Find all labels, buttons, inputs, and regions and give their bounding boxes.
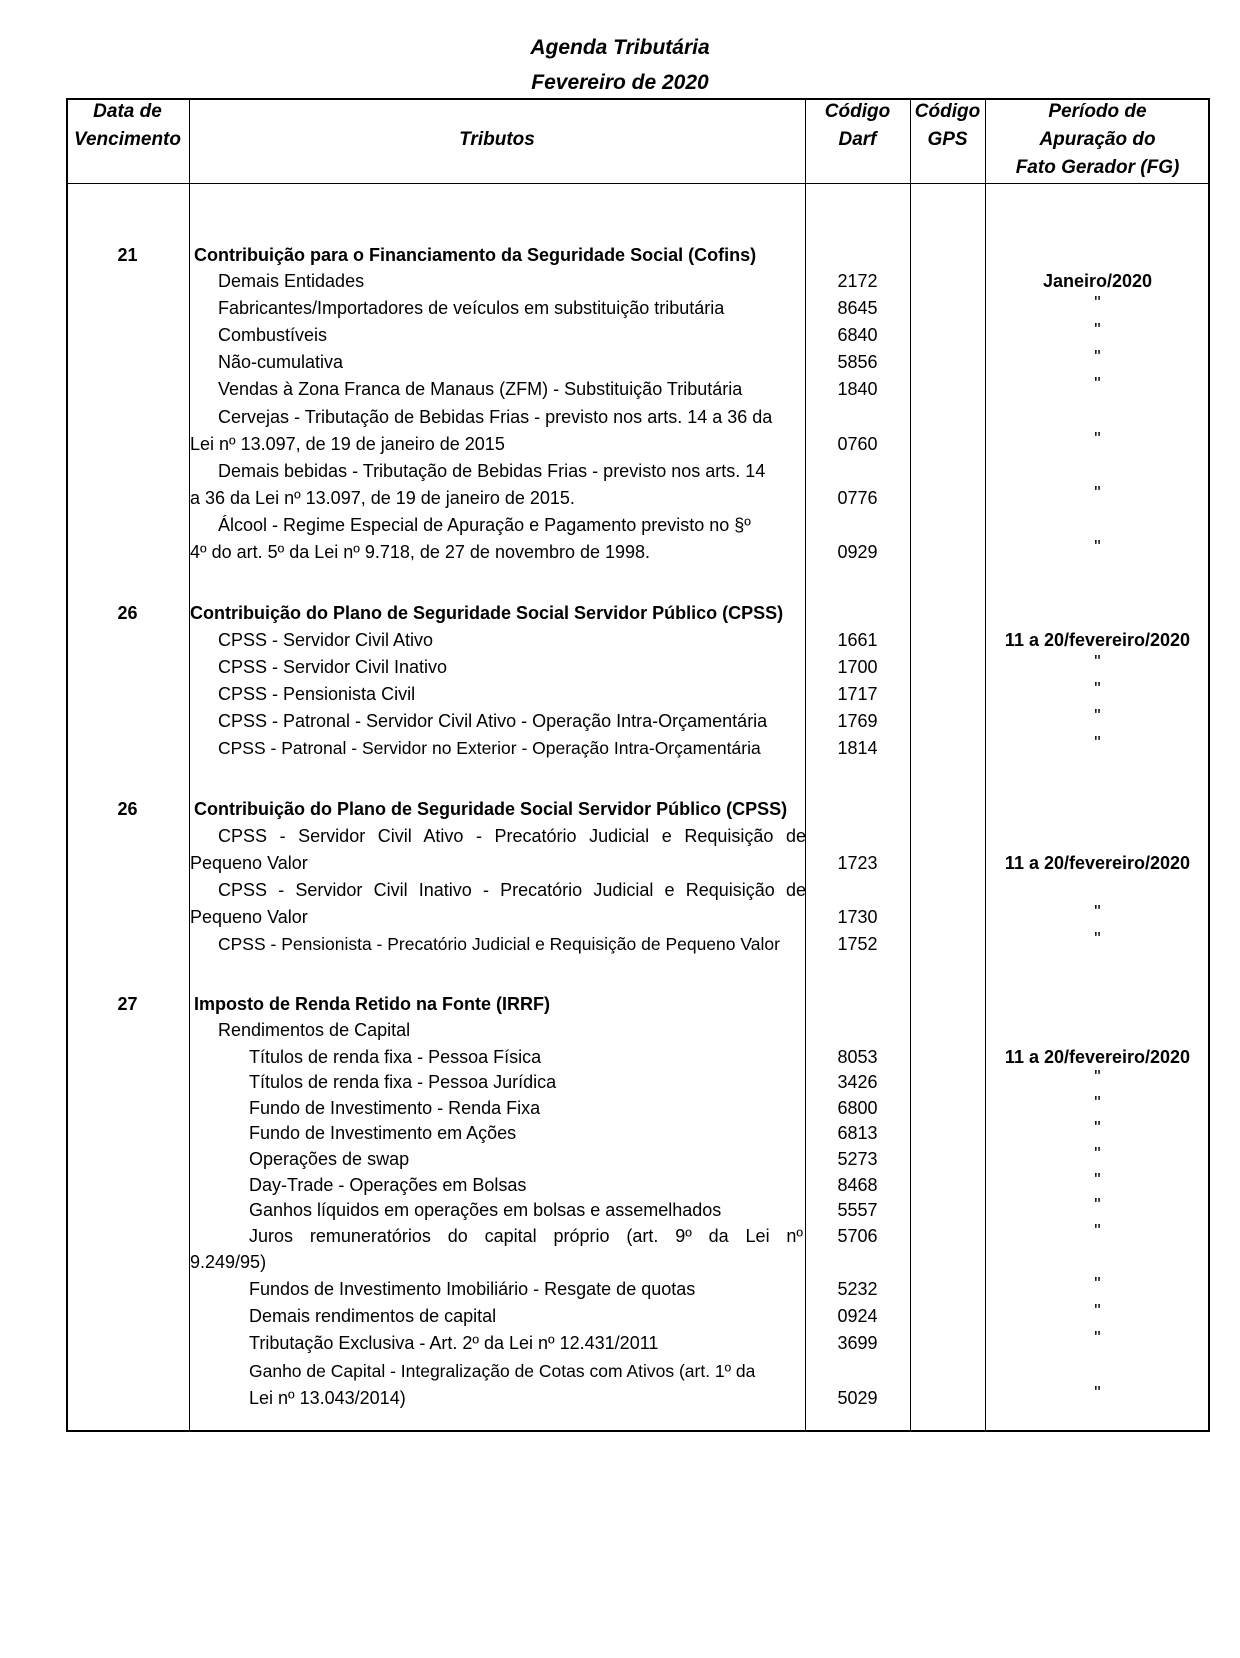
tax-item-continuation: Lei nº 13.043/2014): [249, 1388, 406, 1408]
period-ditto: ": [1094, 706, 1101, 726]
period-ditto: ": [1094, 347, 1101, 367]
header-periodo-apuracao: Período de Apuração do Fato Gerador (FG): [1015, 101, 1180, 178]
darf-code: 6813: [837, 1123, 878, 1143]
darf-code: 1723: [837, 853, 878, 873]
darf-code: 0760: [837, 434, 878, 454]
header-data-vencimento: Data de Vencimento: [74, 101, 181, 150]
darf-code: 1730: [837, 907, 878, 927]
tax-item: CPSS - Servidor Civil Inativo: [218, 657, 448, 677]
tax-item: Títulos de renda fixa - Pessoa Jurídica: [249, 1072, 557, 1092]
darf-code: 3426: [837, 1072, 878, 1092]
tax-item: CPSS - Pensionista Civil: [218, 684, 416, 704]
darf-code: 6800: [837, 1098, 878, 1118]
tax-item: Day-Trade - Operações em Bolsas: [249, 1175, 527, 1195]
tax-item: CPSS - Patronal - Servidor Civil Ativo - Operação Intra-Orçamentária: [218, 711, 768, 731]
period-ditto: ": [1094, 929, 1101, 949]
period-ditto: ": [1094, 733, 1101, 753]
period: Janeiro/2020: [1042, 271, 1153, 291]
darf-code: 1700: [837, 657, 878, 677]
tax-item: Tributação Exclusiva - Art. 2º da Lei nº 12.431/2011: [249, 1333, 659, 1353]
tax-item: Operações de swap: [249, 1149, 410, 1169]
darf-code: 3699: [837, 1333, 878, 1353]
darf-code: 1814: [837, 738, 878, 758]
darf-code: 1769: [837, 711, 878, 731]
header-codigo-gps: Código GPS: [914, 101, 981, 150]
tax-item: CPSS - Servidor Civil Ativo - Precatório Judicial e Requisição de: [218, 826, 806, 846]
period-ditto: ": [1094, 1328, 1101, 1348]
tax-item: Combustíveis: [218, 325, 328, 345]
period-ditto: ": [1094, 320, 1101, 340]
period-ditto: ": [1094, 1170, 1101, 1190]
period-ditto: ": [1094, 537, 1101, 557]
darf-code: 5232: [837, 1279, 878, 1299]
due-date: 26: [117, 603, 138, 623]
tax-item-continuation: Pequeno Valor: [190, 853, 308, 873]
due-date: 27: [117, 994, 138, 1014]
tax-item-continuation: 9.249/95): [190, 1252, 267, 1272]
section-title: Contribuição do Plano de Seguridade Social Servidor Público (CPSS): [194, 799, 788, 819]
period-ditto: ": [1094, 679, 1101, 699]
tax-subgroup: Rendimentos de Capital: [218, 1020, 411, 1040]
section-title: Contribuição para o Financiamento da Seguridade Social (Cofins): [194, 245, 757, 265]
tax-item: Demais Entidades: [218, 271, 365, 291]
document-subtitle: Fevereiro de 2020: [531, 71, 709, 94]
tax-item: Títulos de renda fixa - Pessoa Física: [249, 1047, 542, 1067]
tax-item: Ganho de Capital - Integralização de Cotas com Ativos (art. 1º da: [249, 1361, 756, 1381]
tax-item: CPSS - Patronal - Servidor no Exterior - Operação Intra-Orçamentária: [218, 738, 761, 758]
darf-code: 5273: [837, 1149, 878, 1169]
period-ditto: ": [1094, 429, 1101, 449]
tax-item: CPSS - Servidor Civil Inativo - Precatório Judicial e Requisição de: [218, 880, 806, 900]
darf-code: 5029: [837, 1388, 878, 1408]
tax-item-continuation: 4º do art. 5º da Lei nº 9.718, de 27 de novembro de 1998.: [190, 542, 651, 562]
darf-code: 5856: [837, 352, 878, 372]
darf-code: 8645: [837, 298, 878, 318]
tax-item-continuation: a 36 da Lei nº 13.097, de 19 de janeiro de 2015.: [190, 488, 575, 508]
period: 11 a 20/fevereiro/2020: [1004, 630, 1191, 650]
period: 11 a 20/fevereiro/2020: [1004, 1047, 1191, 1067]
period-ditto: ": [1094, 1067, 1101, 1087]
darf-code: 5706: [837, 1226, 878, 1246]
tax-item-continuation: Pequeno Valor: [190, 907, 308, 927]
darf-code: 6840: [837, 325, 878, 345]
period-ditto: ": [1094, 1383, 1101, 1403]
period: 11 a 20/fevereiro/2020: [1004, 853, 1191, 873]
due-date: 26: [117, 799, 138, 819]
column-divider: [189, 98, 190, 1432]
darf-code: 1661: [837, 630, 878, 650]
header-divider: [66, 183, 1210, 184]
tax-item: Álcool - Regime Especial de Apuração e Pagamento previsto no §º: [218, 515, 751, 535]
darf-code: 1752: [837, 934, 878, 954]
period-ditto: ": [1094, 483, 1101, 503]
darf-code: 8468: [837, 1175, 878, 1195]
tax-item: Fundo de Investimento - Renda Fixa: [249, 1098, 541, 1118]
darf-code: 0776: [837, 488, 878, 508]
tax-item: Não-cumulativa: [218, 352, 344, 372]
tax-item: Fundo de Investimento em Ações: [249, 1123, 517, 1143]
period-ditto: ": [1094, 1118, 1101, 1138]
tax-item: CPSS - Pensionista - Precatório Judicial e Requisição de Pequeno Valor: [218, 934, 780, 954]
tax-item-continuation: Lei nº 13.097, de 19 de janeiro de 2015: [190, 434, 505, 454]
darf-code: 0929: [837, 542, 878, 562]
tax-item: Fundos de Investimento Imobiliário - Resgate de quotas: [249, 1279, 696, 1299]
period-ditto: ": [1094, 293, 1101, 313]
darf-code: 8053: [837, 1047, 878, 1067]
tax-item: Fabricantes/Importadores de veículos em substituição tributária: [218, 298, 725, 318]
darf-code: 1840: [837, 379, 878, 399]
header-tributos: Tributos: [459, 129, 535, 150]
period-ditto: ": [1094, 1301, 1101, 1321]
tax-item: Juros remuneratórios do capital próprio (art. 9º da Lei nº: [249, 1226, 803, 1246]
period-ditto: ": [1094, 1274, 1101, 1294]
period-ditto: ": [1094, 1093, 1101, 1113]
due-date: 21: [117, 245, 138, 265]
period-ditto: ": [1094, 1144, 1101, 1164]
darf-code: 1717: [837, 684, 878, 704]
tax-item: Cervejas - Tributação de Bebidas Frias - previsto nos arts. 14 a 36 da: [218, 407, 773, 427]
tax-item: CPSS - Servidor Civil Ativo: [218, 630, 434, 650]
darf-code: 5557: [837, 1200, 878, 1220]
tax-item: Demais bebidas - Tributação de Bebidas Frias - previsto nos arts. 14: [218, 461, 766, 481]
section-title: Contribuição do Plano de Seguridade Social Servidor Público (CPSS): [190, 603, 784, 623]
tax-item: Demais rendimentos de capital: [249, 1306, 497, 1326]
period-ditto: ": [1094, 902, 1101, 922]
tax-item: Vendas à Zona Franca de Manaus (ZFM) - Substituição Tributária: [218, 379, 743, 399]
tax-item: Ganhos líquidos em operações em bolsas e assemelhados: [249, 1200, 722, 1220]
period-ditto: ": [1094, 374, 1101, 394]
section-title: Imposto de Renda Retido na Fonte (IRRF): [194, 994, 550, 1014]
period-ditto: ": [1094, 1221, 1101, 1241]
darf-code: 0924: [837, 1306, 878, 1326]
document-title: Agenda Tributária: [530, 36, 710, 59]
header-codigo-darf: Código Darf: [824, 101, 891, 150]
column-divider: [910, 98, 911, 1432]
period-ditto: ": [1094, 652, 1101, 672]
darf-code: 2172: [837, 271, 878, 291]
period-ditto: ": [1094, 1195, 1101, 1215]
